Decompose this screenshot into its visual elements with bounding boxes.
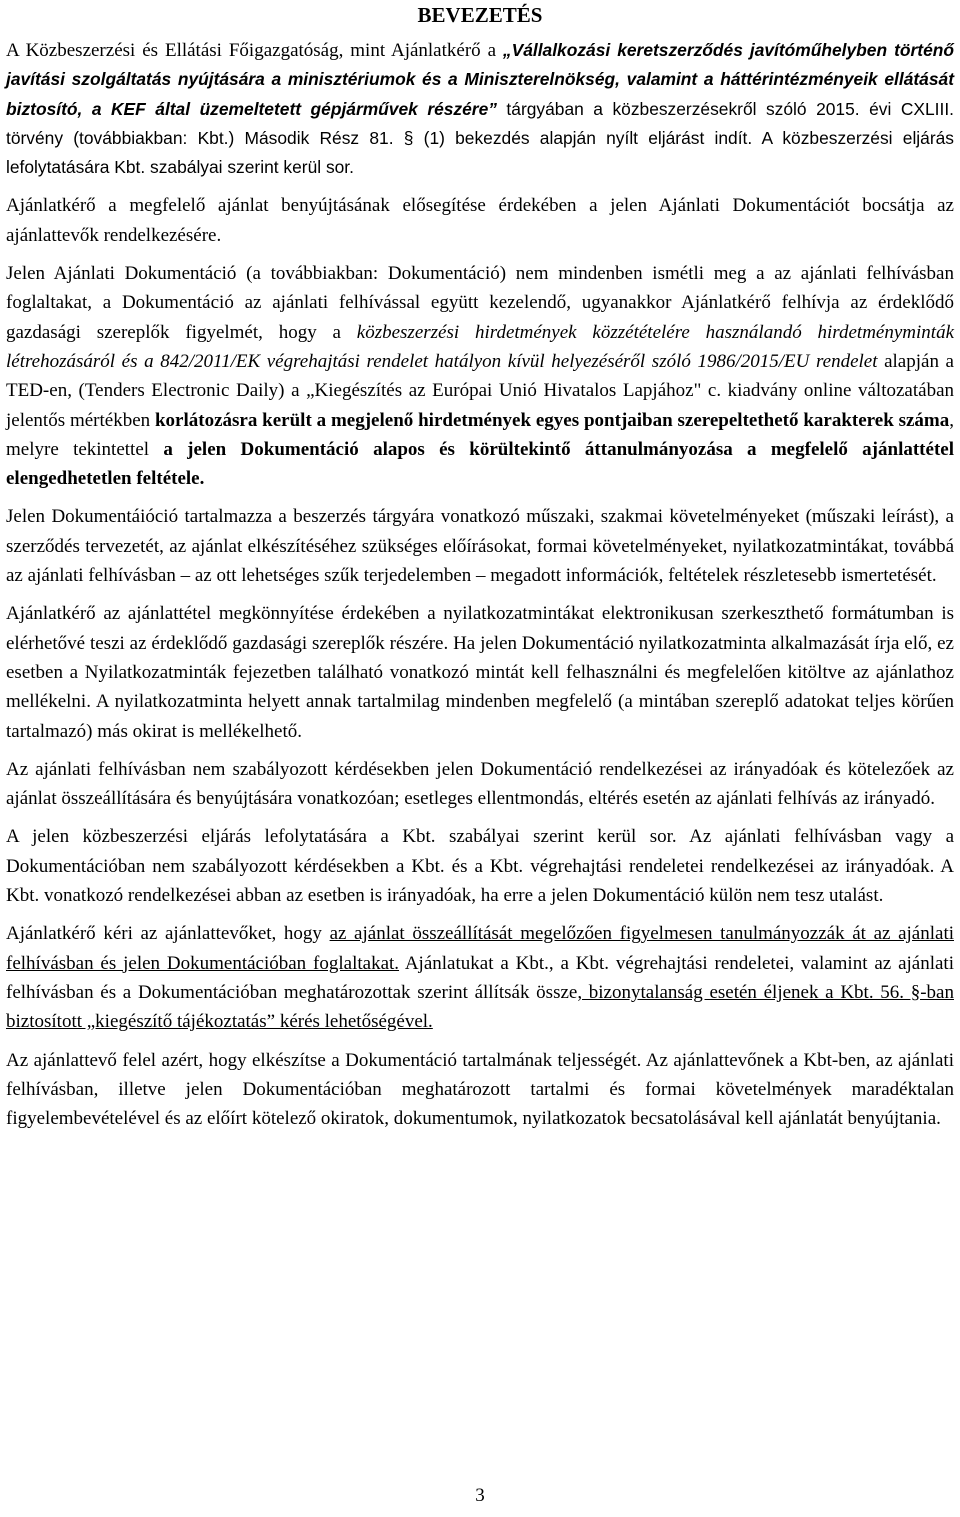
ted-text-middle: alapján a TED-en, (Tenders Electronic Daily) a „Kiegészítés az Európai Unió Hivatalos Lapjához" c. kiadvány online változatában jelentős mértékben bbox=[6, 350, 954, 431]
ted-text-connector: , melyre tekintettel bbox=[6, 409, 955, 460]
page-title: BEVEZETÉS bbox=[417, 3, 543, 27]
careful-study-request: az ajánlat összeállítását megelőzően figyelmesen tanulmányozzák át az ajánlati felhívásban és jelen Dokumentációban foglaltakat. bbox=[6, 923, 954, 974]
intro-text-start: A Közbeszerzési és Ellátási Főigazgatóság, mint Ajánlatkérő a bbox=[6, 40, 503, 61]
request-text-middle: Ajánlatukat a Kbt., a Kbt. végrehajtási rendeletei, valamint az ajánlati felhívásban és a Dokumentációban meghatározottak szerint állítsák össze bbox=[6, 952, 954, 1003]
request-paragraph bbox=[6, 919, 954, 1036]
supplementary-info-note: , bizonytalanság esetén éljenek a Kbt. 56. §-ban biztosított „kiegészítő tájékoztatás” kérés lehetőségével. bbox=[6, 981, 954, 1033]
governing-rules-paragraph: Az ajánlati felhívásban nem szabályozott kérdésekben jelen Dokumentáció rendelkezései az irányadóak és kötelezőek az ajánlat összeállítására és benyújtására vonatkozóan; esetleges ellentmondás, eltérés esetén az ajánlati felhívás az irányadó. bbox=[6, 758, 954, 810]
procurement-subject: „Vállalkozási keretszerződés javítóműhelyben történő javítási szolgáltatás nyújtására a minisztériumok és a Miniszterelnökség, valamint a háttérintézményeik ellátását biztosító, a KEF által üzemeltetett gépjárművek részére” bbox=[6, 40, 954, 119]
kbt-rules-paragraph: A jelen közbeszerzési eljárás lefolytatására a Kbt. szabályai szerint kerül sor. Az ajánlati felhívásban vagy a Dokumentációban nem szabályozott kérdésekben a Kbt. és a Kbt. végrehajtási rendeletei rendelkezései az irányadóak. A Kbt. vonatkozó rendelkezései abban az esetben is irányadóak, ha erre a jelen Dokumentáció külön nem tesz utalást. bbox=[6, 826, 954, 907]
request-text-start: Ajánlatkérő kéri az ajánlattevőket, hogy bbox=[6, 923, 330, 945]
ted-text-start: Jelen Ajánlati Dokumentáció (a továbbiakban: Dokumentáció) nem mindenben ismétli meg a az ajánlati felhívásban foglaltakat, a Dokumentáció az ajánlati felhívással együtt kezelendő, ugyanakkor Ajánlatkérő felhívja az érdeklődő gazdasági szereplők figyelmét, hogy a bbox=[6, 263, 954, 343]
character-limit-note: korlátozásra került a megjelenő hirdetmények egyes pontjaiban szerepeltethető karakterek száma bbox=[154, 409, 950, 431]
intro-text-end: tárgyában a közbeszerzésekről szóló 2015. évi CXLIII. törvény (továbbiakban: Kbt.) Második Rész 81. § (1) bekezdés alapján nyílt eljárást indít. A közbeszerzési eljárás lefolytatására Kbt. szabályai szerint kerül sor. bbox=[6, 98, 954, 178]
responsibility-paragraph: Az ajánlattevő felel azért, hogy elkészítse a Dokumentáció tartalmának teljességét. Az ajánlattevőnek a Kbt-ben, az ajánlati felhívásban, illetve jelen Dokumentációban meghatározott tartalmi és formai követelmények maradéktalan figyelembevételével és az előírt kötelező okiratok, dokumentumok, nyilatkozatok becsatolásával kell ajánlatát benyújtania. bbox=[6, 1049, 954, 1130]
purpose-paragraph: Ajánlatkérő a megfelelő ajánlat benyújtásának elősegítése érdekében a jelen Ajánlati Dokumentációt bocsátja az ajánlattevők rendelkezésére. bbox=[6, 195, 954, 246]
study-requirement-note: a jelen Dokumentáció alapos és körültekintő áttanulmányozása a megfelelő ajánlattétel elengedhetetlen feltétele. bbox=[6, 438, 954, 490]
eu-regulation-reference: közbeszerzési hirdetmények közzétételére használandó hirdetményminták létrehozásáról és a 842/2011/EK végrehajtási rendelet hatályon kívül helyezéséről szóló 1986/2015/EU rendelet bbox=[6, 321, 955, 372]
ted-notice-paragraph bbox=[6, 259, 954, 493]
declaration-templates-paragraph: Ajánlatkérő az ajánlattétel megkönnyítése érdekében a nyilatkozatmintákat elektronikusan szerkeszthető formátumban is elérhetővé teszi az érdeklődő gazdasági szereplők részére. Ha jelen Dokumentáció nyilatkozatminta alkalmazását írja elő, ez esetben a Nyilatkozatminták fejezetben található vonatkozó mintát kell felhasználni és megfelelően kitöltve az ajánlathoz mellékelni. A nyilatkozatminta helyett annak tartalmilag mindenben megfelelő (a mintában szereplő adatokat teljes körűen tartalmazó) más okirat is mellékelhető. bbox=[6, 603, 954, 742]
contents-paragraph: Jelen Dokumentáióció tartalmazza a beszerzés tárgyára vonatkozó műszaki, szakmai követelményeket (műszaki leírást), a szerződés tervezetét, az ajánlat elkészítéséhez szükséges előírásokat, formai követelményeket, nyilatkozatmintákat, továbbá az ajánlati felhívásban – az ott lehetséges szűk terjedelemben – megadott információk, feltételek részletesebb ismertetését. bbox=[6, 506, 954, 587]
document-page bbox=[6, 0, 954, 1133]
intro-paragraph bbox=[6, 36, 954, 182]
page-number: 3 bbox=[475, 1485, 485, 1506]
